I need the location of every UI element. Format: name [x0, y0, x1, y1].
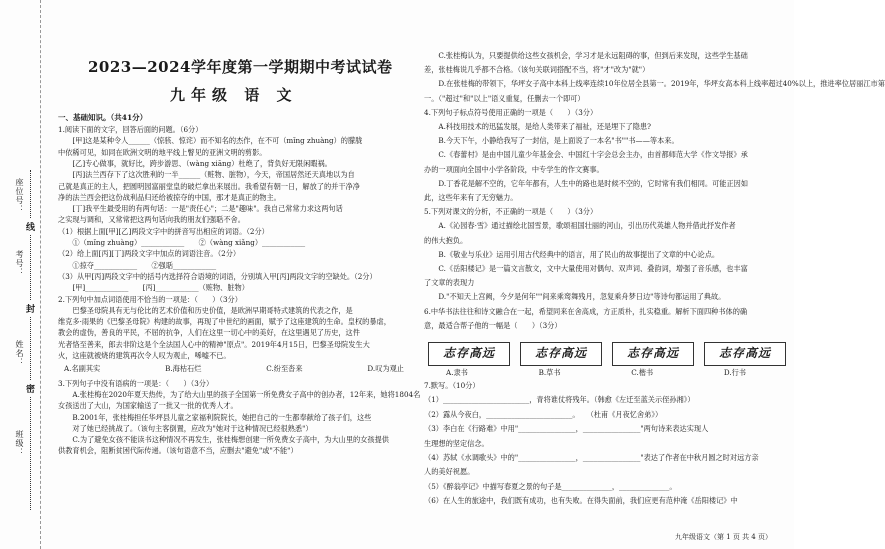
text-line: 6.中华书法往往和诗文融合在一起，希望同来在舍高成，方正质朴，扎实稳重。解析下面四种书体的确 — [424, 306, 748, 316]
text-line: [丙]法兰西存下了这次胜利的一半______（赃物、脏物），今天，帝国居然还天真地以为自 — [58, 170, 355, 180]
calligraphy-sample-b: 志存高远 — [520, 342, 602, 366]
binding-divider — [40, 0, 41, 549]
text-line: [乙]专心做事，就好比，跨步游思、（wàng xiāng）杜绝了，背负好无限闲暇祸。 — [58, 158, 332, 168]
text-line: （3）李白在《行路难》中用"________________，________________"两句诗来表达实现人 — [424, 424, 709, 434]
text-line: 1.阅读下面的文字，回答后面的问题。（6分） — [58, 125, 203, 134]
text-line: 之实现与调和，又常常把这两句话向我的朋友们强聒不舍。 — [58, 215, 245, 225]
text-line: C.为了避免女孩不能读书这种情况不再发生，张桂梅想创建一所免费女子高中，为大山里的女孩提供 — [58, 435, 389, 444]
q2-option-d[interactable]: D.叹为观止 — [367, 364, 404, 373]
seal-char-seal: 封 — [26, 300, 35, 317]
text-line: C.《春蕾村》是由中国儿童少年基金会、中国红十字会总会主办，由首都师范大学《作文导报》承 — [424, 150, 748, 160]
text-line: 5.下列对课文的分析，不正确的一项是（ ）（3分） — [424, 207, 598, 217]
text-line: 巴黎圣母院具有无与伦比的艺术价值和历史价值，是欧洲早期哥特式建筑的代表之作，是 — [58, 305, 353, 315]
q6-option-d[interactable]: D.行书 — [723, 368, 746, 377]
right-column — [424, 0, 885, 549]
calligraphy-sample-a: 志存高远 — [428, 342, 510, 366]
text-line: [丁]我平生最受用的有两句话：一是"责任心"；二是"趣味"。我自己常常力求这两句话 — [58, 204, 343, 214]
name-label: 姓名： — [15, 340, 24, 367]
page-footer: 九年级语文（第 1 页 共 4 页） — [674, 532, 772, 541]
text-line: ①（mǐng zhuàng）____________ ②（wàng xiǎng）____________ — [58, 238, 306, 247]
text-line: 己就是真正的主人，把圆明园富丽堂皇的破烂拿出来展出。我希望有朝一日，解放了的并干净净 — [58, 181, 360, 191]
text-line: 生理想的坚定信念。 — [424, 438, 489, 448]
text-line: （1）________________________，青将谁仗将残年。（韩愈《左迁至蓝关示侄孙湘》） — [424, 395, 695, 405]
text-line: 人的美好祝愿。 — [424, 467, 475, 477]
text-line: 3.下列句子中没有语病的一项是：（ ）（3分） — [58, 379, 214, 388]
text-line: 办的一项面向全国中小学各阶段，中专学生的作文赛事。 — [424, 164, 604, 174]
text-line: （2）给上面[丙][丁]两段文字中加点的词语注音。（2分） — [58, 249, 241, 259]
text-line: B.今天下午，小静给我写了一封信，是上面说了一本名"书""书——等本来。 — [424, 136, 679, 146]
text-line: 维克多·雨果的《巴黎圣母院》构建的故事，再现了中世纪的画面，赋予了这座建筑的生命。皇权的暴虐， — [58, 317, 391, 327]
q6-option-a[interactable]: A.隶书 — [446, 368, 468, 377]
q2-option-a[interactable]: A.名副其实 — [64, 364, 101, 373]
text-line: 火，这座就被烧的建筑再次令人叹为观止，唏嘘不已。 — [58, 351, 231, 360]
text-line: 教会的虚伪，善良的平民，不屈的抗争，人们在这里一切心中的美好，在这里遇见了历史，这件 — [58, 328, 360, 338]
text-line: 供教育机会，阻断贫困代际传递。（该句语意不当，应删去"避免"或"不能"） — [58, 446, 298, 456]
text-line: （5）《醉翁亭记》中描写春夏之景的句子是______________，______________。 — [424, 481, 677, 491]
text-line: B.2001年，张桂梅担任华坪县儿童之家福利院院长，她把自己的一生都奉献给了孩子们，这些 — [58, 412, 372, 422]
exam-number-label: 考号： — [15, 250, 24, 277]
text-line: [甲]这是某种令人______（惊骇、惊诧）而不知名的杰作，在不可（mǐng zhuàng）的朦胧 — [58, 136, 363, 146]
seal-char-line: 线 — [26, 218, 35, 235]
text-line: 一。（"超过"和"以上"语义重复，任删去一个即可） — [424, 93, 585, 103]
exam-subtitle: 九年级 语 文 — [170, 86, 298, 104]
text-line: A.《沁园春·雪》通过描绘北国雪景，歌颂祖国壮丽的河山，引出历代英雄人物并借此抒发作者 — [424, 221, 736, 231]
q2-option-b[interactable]: B.海枯石烂 — [165, 364, 202, 373]
seal-char-secret: 密 — [26, 380, 35, 397]
calligraphy-samples — [428, 342, 786, 366]
text-line: 净的法兰西会把这份战利品归还给被掠夺的中国，那才是真正的物主。 — [58, 192, 281, 202]
calligraphy-sample-c: 志存高远 — [612, 342, 694, 366]
text-line: [甲]____________ [丙]____________（赃物、脏物） — [58, 283, 249, 293]
text-line: A.科技用技术的迅猛发展，是给人类带来了福祉，还是埋下了隐患? — [424, 122, 651, 131]
text-line: 光者恪至善来，郎去非阶这是个全法国人心中的精神"原点"。2019年4月15日，巴黎圣母院发生大 — [58, 339, 370, 349]
class-label: 班级： — [15, 430, 24, 457]
text-line: 女孩送出了大山，为国家输送了一批又一批的优秀人才。 — [58, 401, 238, 411]
text-line: 此，这些年来有了无穷魅力。 — [424, 193, 518, 202]
left-column — [58, 0, 421, 549]
binding-margin — [0, 0, 44, 549]
calligraphy-sample-d: 志存高远 — [704, 342, 786, 366]
q6-options — [446, 367, 746, 378]
text-line: B.《敬业与乐业》运用引用古代经典中的语言，用了民山的故事提出了文章的中心论点。 — [424, 249, 720, 259]
text-line: ①掠夺____________ ②强聒____________ — [58, 260, 217, 270]
section-heading: 一、基础知识。（共41分） — [58, 113, 148, 122]
text-line: 4.下列句子标点符号使用正确的一项是（ ）（3分） — [424, 107, 598, 117]
text-line: 差，张桂梅说几乎都不合格。（该句关联词搭配不当，将"才"改为"就"） — [424, 65, 650, 75]
text-line: 意，最适合帮子他的一幅是（ ）（3分） — [424, 320, 562, 330]
q2-options — [64, 363, 404, 374]
text-line: D."不知天上宫阙，今夕是何年""间来乘鸾舞残月，忽复乘舟梦日边"等诗句都运用了典故。 — [424, 292, 726, 302]
text-line: （4）苏轼《水调歌头》中的"________________，________________"表达了作者在中秋月圆之时对远方亲 — [424, 453, 759, 462]
text-line: （2）露从今夜白，________________________。 （杜甫《月夜忆舍弟》） — [424, 409, 663, 419]
text-line: （6）在人生的旅途中，我们既有成功，也有失败。在得失面前，我们应更有范仲淹《岳阳楼记》中 — [424, 496, 738, 506]
text-line: D.在张桂梅的带领下，华坪女子高中本科上线率连续10年位居全县第一。2019年，华坪女高本科上线率超过40%以上，推进率位居丽江市第 — [424, 79, 885, 89]
text-line: 了文章的表现力 — [424, 278, 475, 288]
text-line: C.《岳阳楼记》是一篇文言散文，文中大量使用对偶句、双声词、叠韵词，增强了音乐感，也丰富 — [424, 264, 748, 273]
text-line: D.丁香花是解不空的，它年年都有，人生中的路也是时候不空的，它时常有我们相同。可能正因如 — [424, 178, 749, 188]
text-line: 的伟大抱负。 — [424, 235, 468, 245]
text-line: 对了她已经挑战了。（该句主客倒置，应改为"她对于这种情况已经很熟悉"） — [58, 423, 313, 433]
text-line: C.张桂梅认为，只要提供给这些女孩机会，学习才是永远阻碍的事，但到后来发现，这些学生基础 — [424, 51, 748, 60]
exam-title: 2023—2024学年度第一学期期中考试试卷 — [88, 58, 393, 76]
q6-option-c[interactable]: C.楷书 — [631, 368, 654, 377]
seat-number-label: 座位号： — [15, 178, 24, 214]
text-line: （1）根据上面[甲][乙]两段文字中的拼音写出相应的词语。（2分） — [58, 226, 269, 236]
q2-option-c[interactable]: C.纷至沓来 — [266, 364, 303, 373]
text-line: A.张桂梅在2020年夏天热传，为了给大山里的孩子全国第一所免费女子高中的创办者，12年来，她将1804名 — [58, 390, 421, 400]
text-line: （3）从甲[丙]两段文字中的括号内选择符合语境的词语，分别填入甲[丙]两段文字的空缺处。（2分） — [58, 271, 377, 281]
text-line: 7.默写。（10分） — [424, 381, 480, 390]
q6-option-b[interactable]: B.草书 — [538, 368, 561, 377]
text-line: 中依稀可见，如同在欧洲文明的地平线上瞥见的亚洲文明的剪影。 — [58, 147, 267, 157]
text-line: 2.下列句中加点词语使用不恰当的一项是：（ ）（3分） — [58, 294, 242, 304]
